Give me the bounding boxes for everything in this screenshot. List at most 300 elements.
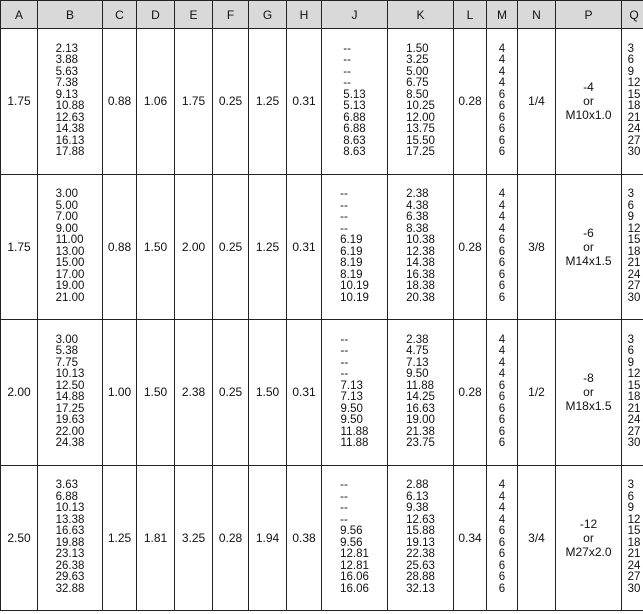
- cell-j-value: --: [340, 356, 349, 369]
- cell-q-value: 15: [627, 379, 641, 392]
- cell-b-value: 32.88: [55, 582, 85, 595]
- cell-m-value: 6: [498, 134, 506, 147]
- header-c: C: [103, 1, 137, 29]
- cell-q-value: 30: [627, 582, 641, 595]
- cell-e: 1.75: [175, 29, 213, 175]
- table-body: [1, 29, 643, 611]
- header-e: E: [175, 1, 213, 29]
- cell-m-value: 4: [498, 490, 506, 503]
- cell-q-value: 15: [627, 88, 641, 101]
- cell-p-line: or: [583, 385, 594, 400]
- cell-m-list: [487, 174, 518, 320]
- cell-m-value: 4: [498, 222, 506, 235]
- cell-j-value: 16.06: [340, 582, 369, 595]
- cell-q-value: 3: [627, 479, 634, 492]
- cell-k-values: [406, 44, 435, 159]
- cell-b-value: 12.50: [55, 379, 85, 392]
- cell-j-values: [341, 335, 369, 450]
- cell-b-value: 6.88: [55, 490, 78, 503]
- cell-p-line: -12: [579, 516, 598, 531]
- cell-q-value: 30: [627, 146, 641, 159]
- cell-j-value: --: [343, 65, 351, 78]
- cell-k-list: [388, 174, 454, 320]
- cell-j-value: 10.19: [340, 291, 369, 304]
- cell-j-value: 12.81: [340, 548, 369, 561]
- cell-j-values: [343, 44, 365, 159]
- header-m: M: [487, 1, 518, 29]
- header-g: G: [249, 1, 287, 29]
- cell-p-thread: [556, 320, 622, 466]
- cell-k-value: 17.25: [406, 146, 435, 159]
- cell-k-value: 15.50: [406, 134, 435, 147]
- cell-k-value: 22.38: [406, 548, 435, 561]
- cell-j-value: 7.13: [340, 391, 363, 404]
- cell-q-value: 12: [627, 368, 641, 381]
- cell-k-value: 18.38: [406, 280, 435, 293]
- cell-j-value: 8.63: [343, 146, 366, 159]
- cell-q-list: [622, 174, 643, 320]
- cell-q-value: 27: [627, 571, 641, 584]
- cell-m-value: 6: [498, 234, 506, 247]
- cell-m-value: 6: [498, 88, 506, 101]
- cell-m-value: 6: [498, 425, 506, 438]
- cell-b-value: 2.13: [55, 42, 78, 55]
- cell-q-values: [628, 480, 641, 595]
- cell-g: 1.25: [249, 174, 287, 320]
- cell-k-value: 12.63: [406, 513, 435, 526]
- cell-b-value: 3.00: [55, 333, 78, 346]
- cell-d: 1.06: [137, 29, 175, 175]
- cell-j-value: 5.13: [343, 100, 366, 113]
- cell-q-value: 12: [627, 513, 641, 526]
- header-h: H: [287, 1, 322, 29]
- cell-p-line: or: [583, 94, 594, 109]
- cell-q-value: 12: [627, 222, 641, 235]
- cell-b-value: 11.00: [55, 234, 84, 247]
- cell-b-value: 7.75: [55, 356, 78, 369]
- cell-b-value: 12.63: [55, 111, 85, 124]
- cell-h: 0.31: [287, 320, 322, 466]
- cell-q-value: 18: [627, 391, 641, 404]
- cell-m-value: 6: [498, 268, 506, 281]
- cell-m-value: 6: [498, 548, 506, 561]
- cell-j-list: [322, 174, 388, 320]
- header-j: J: [322, 1, 388, 29]
- cell-m-value: 4: [498, 42, 506, 55]
- cell-j-value: 9.50: [340, 402, 363, 415]
- cell-j-value: --: [340, 222, 348, 235]
- cell-k-value: 11.88: [406, 379, 435, 392]
- cell-b-value: 24.38: [55, 437, 85, 450]
- cell-b-value: 13.38: [55, 513, 85, 526]
- cell-m-value: 4: [498, 345, 506, 358]
- cell-j-value: --: [340, 368, 349, 381]
- cell-b-value: 17.88: [55, 146, 85, 159]
- cell-b-value: 5.63: [55, 65, 78, 78]
- cell-b-value: 5.00: [55, 199, 78, 212]
- cell-q-values: [628, 335, 641, 450]
- header-k: K: [388, 1, 454, 29]
- header-q: Q: [622, 1, 643, 29]
- cell-p-line: -8: [583, 371, 594, 386]
- cell-b-list: [38, 174, 103, 320]
- cell-f: 0.28: [213, 465, 249, 611]
- cell-c: 0.88: [103, 29, 137, 175]
- cell-b-value: 10.13: [55, 368, 85, 381]
- cell-b-value: 19.00: [55, 280, 85, 293]
- cell-m-value: 6: [498, 525, 506, 538]
- cell-b-values: [56, 44, 85, 159]
- cell-q-value: 9: [627, 65, 634, 78]
- cell-b-values: [56, 480, 85, 595]
- header-n: N: [518, 1, 556, 29]
- cell-q-value: 24: [627, 268, 641, 281]
- cell-m-value: 4: [498, 333, 506, 346]
- cell-q-value: 18: [627, 100, 641, 113]
- cell-m-value: 6: [498, 402, 506, 415]
- cell-q-value: 6: [627, 199, 634, 212]
- cell-b-value: 26.38: [55, 559, 85, 572]
- cell-k-value: 12.38: [406, 245, 435, 258]
- cell-b-value: 22.00: [55, 425, 85, 438]
- cell-q-value: 27: [627, 425, 641, 438]
- cell-j-value: --: [343, 42, 351, 55]
- cell-m-value: 6: [498, 582, 506, 595]
- cell-b-value: 16.13: [55, 134, 85, 147]
- cell-j-value: 9.56: [340, 536, 363, 549]
- header-f: F: [213, 1, 249, 29]
- cell-k-values: [406, 480, 435, 595]
- cell-k-values: [406, 189, 435, 304]
- cell-f: 0.25: [213, 29, 249, 175]
- cell-d: 1.81: [137, 465, 175, 611]
- cell-k-value: 6.13: [406, 490, 429, 503]
- header-d: D: [137, 1, 175, 29]
- cell-f: 0.25: [213, 320, 249, 466]
- cell-m-value: 6: [498, 559, 506, 572]
- cell-k-value: 21.38: [406, 425, 435, 438]
- cell-q-value: 6: [627, 345, 634, 358]
- cell-q-value: 24: [627, 559, 641, 572]
- cell-m-value: 6: [498, 245, 506, 258]
- cell-l: 0.28: [454, 174, 487, 320]
- cell-q-value: 3: [627, 333, 634, 346]
- cell-b-value: 23.13: [55, 548, 85, 561]
- cell-p-line: or: [583, 530, 594, 545]
- cell-k-values: [406, 335, 435, 450]
- cell-j-value: --: [340, 513, 348, 526]
- cell-b-value: 19.63: [55, 414, 85, 427]
- cell-j-value: --: [343, 54, 351, 67]
- cell-j-value: 16.06: [340, 571, 369, 584]
- cell-j-value: --: [340, 502, 348, 515]
- cell-b-value: 14.38: [55, 123, 85, 136]
- cell-q-value: 30: [627, 291, 641, 304]
- cell-l: 0.28: [454, 320, 487, 466]
- cell-m-value: 6: [498, 280, 506, 293]
- cell-j-values: [340, 189, 369, 304]
- cell-k-value: 14.38: [406, 257, 435, 270]
- cell-k-value: 8.38: [406, 222, 429, 235]
- table-row: [1, 174, 643, 320]
- cell-j-value: 6.19: [340, 234, 363, 247]
- cell-p-thread: [556, 465, 622, 611]
- cell-q-value: 24: [627, 123, 641, 136]
- cell-h: 0.31: [287, 29, 322, 175]
- cell-m-value: 4: [498, 479, 506, 492]
- cell-q-list: [622, 29, 643, 175]
- cell-q-value: 18: [627, 536, 641, 549]
- cell-p-line: M27x2.0: [565, 544, 612, 559]
- cell-j-value: --: [340, 188, 348, 201]
- cell-m-values: [499, 335, 505, 450]
- cell-k-value: 12.00: [406, 111, 435, 124]
- cell-b-value: 9.13: [55, 88, 78, 101]
- cell-m-value: 4: [498, 513, 506, 526]
- cell-j-value: 11.88: [340, 437, 369, 450]
- cell-j-value: --: [343, 77, 351, 90]
- cell-q-value: 9: [627, 211, 634, 224]
- cell-k-value: 6.75: [406, 77, 429, 90]
- cell-q-value: 12: [627, 77, 641, 90]
- cell-k-value: 16.38: [406, 268, 435, 281]
- header-a: A: [1, 1, 38, 29]
- cell-j-list: [322, 465, 388, 611]
- cell-p-thread: [556, 29, 622, 175]
- cell-j-value: --: [340, 199, 348, 212]
- cell-m-value: 4: [498, 368, 506, 381]
- cell-b-value: 29.63: [55, 571, 85, 584]
- cell-k-value: 1.50: [406, 42, 429, 55]
- cell-q-value: 15: [627, 525, 641, 538]
- cell-p-line: M10x1.0: [565, 108, 612, 123]
- cell-j-value: --: [340, 211, 348, 224]
- cell-p-line: M14x1.5: [565, 253, 612, 268]
- cell-q-value: 30: [627, 437, 641, 450]
- cell-m-value: 4: [498, 199, 506, 212]
- cell-b-list: [38, 29, 103, 175]
- cell-k-value: 13.75: [406, 123, 435, 136]
- cell-k-value: 19.13: [406, 536, 435, 549]
- cell-f: 0.25: [213, 174, 249, 320]
- cell-k-list: [388, 29, 454, 175]
- cell-k-value: 32.13: [406, 582, 435, 595]
- cell-j-list: [322, 320, 388, 466]
- cell-j-value: 10.19: [340, 280, 369, 293]
- cell-m-value: 4: [498, 211, 506, 224]
- cell-b-value: 9.00: [55, 222, 78, 235]
- cell-q-value: 24: [627, 414, 641, 427]
- cell-b-value: 17.00: [55, 268, 85, 281]
- cell-j-value: 8.63: [343, 134, 366, 147]
- cell-k-value: 2.38: [406, 188, 429, 201]
- cell-g: 1.25: [249, 29, 287, 175]
- cell-m-value: 6: [498, 536, 506, 549]
- cell-q-value: 3: [627, 188, 634, 201]
- cell-a: 1.75: [1, 174, 38, 320]
- cell-m-value: 6: [498, 123, 506, 136]
- cell-m-values: [499, 189, 505, 304]
- cell-k-value: 23.75: [406, 437, 435, 450]
- cell-j-value: --: [340, 345, 349, 358]
- cell-e: 2.38: [175, 320, 213, 466]
- cell-k-value: 25.63: [406, 559, 435, 572]
- cell-h: 0.38: [287, 465, 322, 611]
- cell-k-value: 3.25: [406, 54, 429, 67]
- cell-q-value: 21: [627, 402, 641, 415]
- cell-m-values: [499, 480, 505, 595]
- cell-m-value: 6: [498, 379, 506, 392]
- cell-q-values: [628, 44, 641, 159]
- cell-q-list: [622, 320, 643, 466]
- cell-m-value: 4: [498, 502, 506, 515]
- cell-k-value: 2.88: [406, 479, 429, 492]
- cell-k-value: 7.13: [406, 356, 429, 369]
- cell-k-value: 9.50: [406, 368, 429, 381]
- cell-k-value: 28.88: [406, 571, 435, 584]
- cell-k-value: 10.25: [406, 100, 435, 113]
- cell-j-list: [322, 29, 388, 175]
- cell-p-line: -6: [583, 225, 594, 240]
- cell-q-value: 21: [627, 257, 641, 270]
- cell-a: 1.75: [1, 29, 38, 175]
- cell-j-value: 8.19: [340, 257, 363, 270]
- cell-b-value: 10.88: [55, 100, 85, 113]
- cell-j-value: 5.13: [343, 88, 366, 101]
- cell-j-value: --: [340, 479, 348, 492]
- cell-j-value: 12.81: [340, 559, 369, 572]
- cell-l: 0.28: [454, 29, 487, 175]
- cell-c: 1.25: [103, 465, 137, 611]
- cell-p-line: or: [583, 239, 594, 254]
- cell-e: 2.00: [175, 174, 213, 320]
- cell-k-value: 10.38: [406, 234, 435, 247]
- cell-a: 2.50: [1, 465, 38, 611]
- cell-b-value: 7.38: [55, 77, 78, 90]
- cell-j-value: 7.13: [340, 379, 363, 392]
- cell-q-value: 9: [627, 502, 634, 515]
- cell-q-value: 27: [627, 280, 641, 293]
- cell-n: 1/2: [518, 320, 556, 466]
- cell-b-values: [56, 335, 85, 450]
- cell-k-value: 8.50: [406, 88, 429, 101]
- cell-h: 0.31: [287, 174, 322, 320]
- cell-j-value: 6.19: [340, 245, 363, 258]
- cell-b-list: [38, 465, 103, 611]
- cell-b-value: 15.00: [55, 257, 85, 270]
- cell-m-value: 4: [498, 356, 506, 369]
- cell-j-value: 9.56: [340, 525, 363, 538]
- cell-m-value: 6: [498, 257, 506, 270]
- cell-k-value: 16.63: [406, 402, 435, 415]
- cell-m-list: [487, 465, 518, 611]
- cell-b-value: 17.25: [55, 402, 85, 415]
- cell-k-value: 4.38: [406, 199, 429, 212]
- cell-q-value: 3: [627, 42, 634, 55]
- cell-j-value: 9.50: [340, 414, 363, 427]
- header-b: B: [38, 1, 103, 29]
- header-p: P: [556, 1, 622, 29]
- cell-q-value: 6: [627, 490, 634, 503]
- cell-c: 0.88: [103, 174, 137, 320]
- cell-l: 0.34: [454, 465, 487, 611]
- cell-q-value: 27: [627, 134, 641, 147]
- cell-k-value: 14.25: [406, 391, 435, 404]
- cell-b-value: 13.00: [55, 245, 85, 258]
- cell-b-value: 3.63: [55, 479, 78, 492]
- table-row: [1, 29, 643, 175]
- cell-b-values: [56, 189, 85, 304]
- cell-b-value: 5.38: [55, 345, 78, 358]
- table-row: [1, 320, 643, 466]
- cell-m-value: 6: [498, 414, 506, 427]
- cell-m-value: 6: [498, 571, 506, 584]
- cell-c: 1.00: [103, 320, 137, 466]
- cell-m-value: 4: [498, 54, 506, 67]
- cell-k-list: [388, 320, 454, 466]
- cell-k-value: 4.75: [406, 345, 429, 358]
- cell-m-value: 6: [498, 437, 506, 450]
- cell-j-values: [340, 480, 369, 595]
- cell-k-list: [388, 465, 454, 611]
- cell-b-value: 16.63: [55, 525, 85, 538]
- cell-b-value: 21.00: [55, 291, 85, 304]
- cell-n: 3/8: [518, 174, 556, 320]
- cell-q-value: 18: [627, 245, 641, 258]
- cell-j-value: 6.88: [343, 111, 366, 124]
- cell-q-value: 6: [627, 54, 634, 67]
- cell-m-value: 6: [498, 146, 506, 159]
- cell-q-value: 21: [627, 548, 641, 561]
- cell-k-value: 19.00: [406, 414, 435, 427]
- cell-k-value: 5.00: [406, 65, 429, 78]
- cell-k-value: 15.88: [406, 525, 435, 538]
- cell-k-value: 9.38: [406, 502, 429, 515]
- header-l: L: [454, 1, 487, 29]
- cell-p-line: M18x1.5: [565, 399, 612, 414]
- cell-m-value: 6: [498, 391, 506, 404]
- cell-m-value: 6: [498, 291, 506, 304]
- cell-j-value: --: [340, 490, 348, 503]
- cell-b-value: 3.88: [55, 54, 78, 67]
- cell-e: 3.25: [175, 465, 213, 611]
- cell-m-value: 4: [498, 77, 506, 90]
- cell-j-value: 8.19: [340, 268, 363, 281]
- cell-n: 1/4: [518, 29, 556, 175]
- cell-m-value: 6: [498, 100, 506, 113]
- cell-d: 1.50: [137, 320, 175, 466]
- cell-k-value: 6.38: [406, 211, 429, 224]
- cell-m-value: 4: [498, 65, 506, 78]
- cell-m-list: [487, 320, 518, 466]
- cell-q-values: [628, 189, 641, 304]
- cell-q-value: 15: [627, 234, 641, 247]
- cell-d: 1.50: [137, 174, 175, 320]
- cell-m-value: 4: [498, 188, 506, 201]
- cell-p-line: -4: [583, 80, 594, 95]
- cell-b-value: 10.13: [55, 502, 85, 515]
- cell-j-value: --: [340, 333, 349, 346]
- cell-p-thread: [556, 174, 622, 320]
- cell-j-value: 6.88: [343, 123, 366, 136]
- cell-g: 1.50: [249, 320, 287, 466]
- cell-b-value: 7.00: [55, 211, 78, 224]
- cell-m-list: [487, 29, 518, 175]
- cell-b-value: 19.88: [55, 536, 85, 549]
- cell-a: 2.00: [1, 320, 38, 466]
- cell-n: 3/4: [518, 465, 556, 611]
- cell-b-value: 3.00: [55, 188, 78, 201]
